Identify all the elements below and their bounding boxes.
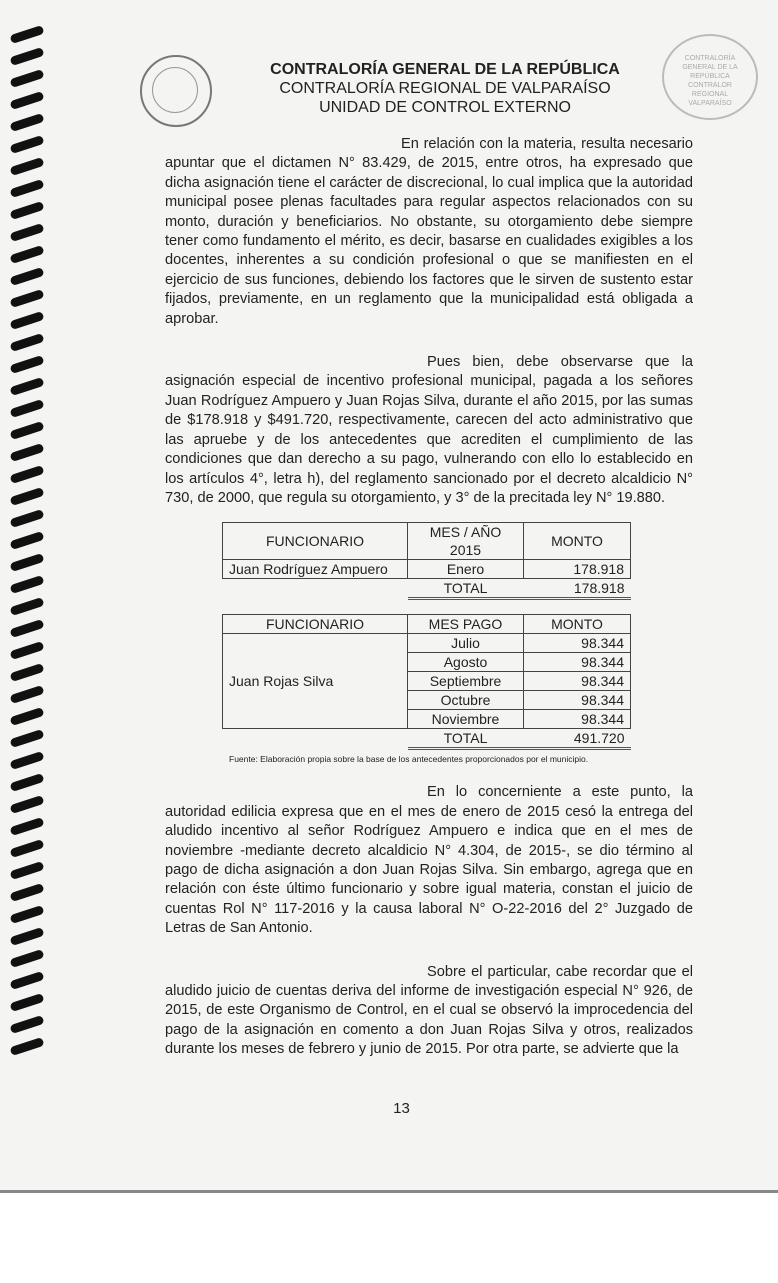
cell: 98.344 — [524, 691, 631, 710]
total-label: TOTAL — [408, 579, 524, 599]
cell: 98.344 — [524, 710, 631, 729]
spiral-ring — [9, 751, 44, 770]
spiral-ring — [9, 1037, 44, 1056]
spiral-ring — [9, 69, 44, 88]
total-label: TOTAL — [408, 729, 524, 749]
spiral-ring — [9, 707, 44, 726]
spiral-ring — [9, 619, 44, 638]
table-source-note: Fuente: Elaboración propia sobre la base de los antecedentes proporcionados por el municipio. — [229, 754, 589, 765]
table-row — [223, 560, 631, 579]
spiral-ring — [9, 487, 44, 506]
spiral-ring — [9, 311, 44, 330]
header-cell: MONTO — [524, 615, 631, 634]
cell: Enero — [408, 560, 524, 579]
spiral-ring — [9, 421, 44, 440]
spiral-ring — [9, 443, 44, 462]
spiral-ring — [9, 465, 44, 484]
spiral-ring — [9, 113, 44, 132]
total-row — [223, 729, 631, 749]
spiral-ring — [9, 861, 44, 880]
total-row — [223, 579, 631, 599]
background-area — [0, 1190, 778, 1283]
spiral-ring — [9, 575, 44, 594]
cell: Agosto — [408, 653, 524, 672]
header-cell: MONTO — [524, 523, 631, 560]
spiral-ring — [9, 905, 44, 924]
spiral-ring — [9, 553, 44, 572]
cell: 98.344 — [524, 634, 631, 653]
header-cell: MES / AÑO 2015 — [408, 523, 524, 560]
spiral-ring — [9, 223, 44, 242]
spiral-ring — [9, 795, 44, 814]
spiral-ring — [9, 135, 44, 154]
spiral-ring — [9, 641, 44, 660]
spiral-ring — [9, 817, 44, 836]
spiral-ring — [9, 839, 44, 858]
spiral-ring — [9, 993, 44, 1012]
spiral-ring — [9, 949, 44, 968]
header-cell: FUNCIONARIO — [223, 523, 408, 560]
spiral-ring — [9, 729, 44, 748]
spiral-ring — [9, 179, 44, 198]
spiral-ring — [9, 663, 44, 682]
header-line-3: UNIDAD DE CONTROL EXTERNO — [319, 99, 571, 116]
total-value: 178.918 — [524, 579, 631, 599]
contraloria-seal-logo — [140, 55, 212, 127]
spiral-ring — [9, 531, 44, 550]
spiral-ring — [9, 157, 44, 176]
document-header — [240, 60, 650, 117]
spiral-ring — [9, 773, 44, 792]
spiral-ring — [9, 509, 44, 528]
spiral-ring — [9, 883, 44, 902]
spiral-ring — [9, 1015, 44, 1034]
spiral-ring — [9, 91, 44, 110]
cell: 98.344 — [524, 653, 631, 672]
table-header-row — [223, 615, 631, 634]
cell: Julio — [408, 634, 524, 653]
spiral-ring — [9, 289, 44, 308]
spiral-ring — [9, 25, 44, 44]
spiral-binding — [0, 30, 55, 1070]
regional-stamp: CONTRALORÍA GENERAL DE LA REPÚBLICA CONTRALOR REGIONAL VALPARAÍSO — [662, 34, 758, 120]
spiral-ring — [9, 377, 44, 396]
cell: 178.918 — [524, 560, 631, 579]
spiral-ring — [9, 927, 44, 946]
table-rojas — [222, 614, 631, 750]
cell: Juan Rodríguez Ampuero — [223, 560, 408, 579]
page-number: 13 — [393, 1099, 410, 1117]
spiral-ring — [9, 201, 44, 220]
table-header-row — [223, 523, 631, 560]
spiral-ring — [9, 597, 44, 616]
cell: Octubre — [408, 691, 524, 710]
spiral-ring — [9, 245, 44, 264]
cell: Septiembre — [408, 672, 524, 691]
paragraph: Sobre el particular, cabe recordar que el aludido juicio de cuentas deriva del informe de investigación especial N° 926, de 2015, de este Organismo de Control, en el cual se observó la improcedencia del pago de la asignación en comento a don Juan Rojas Silva y otros, realizados durante los meses de febrero y junio de 2015. Por otra parte, se advierte que la — [165, 963, 693, 1058]
cell: 98.344 — [524, 672, 631, 691]
cell: Noviembre — [408, 710, 524, 729]
cell-name: Juan Rojas Silva — [223, 634, 408, 729]
header-line-1: CONTRALORÍA GENERAL DE LA REPÚBLICA — [270, 61, 620, 78]
total-value: 491.720 — [524, 729, 631, 749]
spiral-ring — [9, 971, 44, 990]
header-line-2: CONTRALORÍA REGIONAL DE VALPARAÍSO — [279, 80, 611, 97]
spiral-ring — [9, 267, 44, 286]
spiral-ring — [9, 355, 44, 374]
spiral-ring — [9, 399, 44, 418]
paragraph: En lo concerniente a este punto, la autoridad edilicia expresa que en el mes de enero de 2015 cesó la entrega del aludido incentivo al señor Rodríguez Ampuero e indica que en el mes de noviembre -mediante decreto alcaldicio N° 4.304, de 2015-, se dio término al pago de dicha asignación a don Juan Rojas Silva. Sin embargo, agrega que en relación con éste último funcionario y sobre igual materia, constan el juicio de cuentas Rol N° 117-2016 y la causa laboral N° O-22-2016 del 2° Juzgado de Letras de San Antonio. — [165, 784, 693, 937]
spiral-ring — [9, 47, 44, 66]
header-cell: MES PAGO — [408, 615, 524, 634]
spiral-ring — [9, 333, 44, 352]
table-rodriguez — [222, 522, 631, 600]
table-row — [223, 634, 631, 653]
header-cell: FUNCIONARIO — [223, 615, 408, 634]
paragraph: En relación con la materia, resulta necesario apuntar que el dictamen N° 83.429, de 2015, entre otros, ha expresado que dicha asignación tiene el carácter de discrecional, lo cual implica que la autoridad municipal posee plenas facultades para regular aspectos relacionados con su monto, duración y beneficiarios. No obstante, su otorgamiento debe siempre tener como fundamento el mérito, es decir, basarse en cualidades exigibles a los docentes, inherentes a su condición profesional o que se manifiesten en el ejercicio de sus funciones, debiendo los factores que le sirven de sustento estar fijados, previamente, en un reglamento que la municipalidad está obligada a aprobar. — [165, 136, 693, 327]
paragraph: Pues bien, debe observarse que la asignación especial de incentivo profesional municipal, pagada a los señores Juan Rodríguez Ampuero y Juan Rojas Silva, durante el año 2015, por las sumas de $178.918 y $491.720, respectivamente, carecen del acto administrativo que las apruebe y de los antecedentes que acrediten el cumplimiento de las condiciones que dan derecho a su pago, vulnerando con ello lo establecido en los artículos 4°, letra h), del reglamento sancionado por el decreto alcaldicio N° 730, de 2000, que regula su otorgamiento, y 3° de la precitada ley N° 19.880. — [165, 354, 693, 506]
body-column — [165, 135, 693, 1117]
spiral-ring — [9, 685, 44, 704]
